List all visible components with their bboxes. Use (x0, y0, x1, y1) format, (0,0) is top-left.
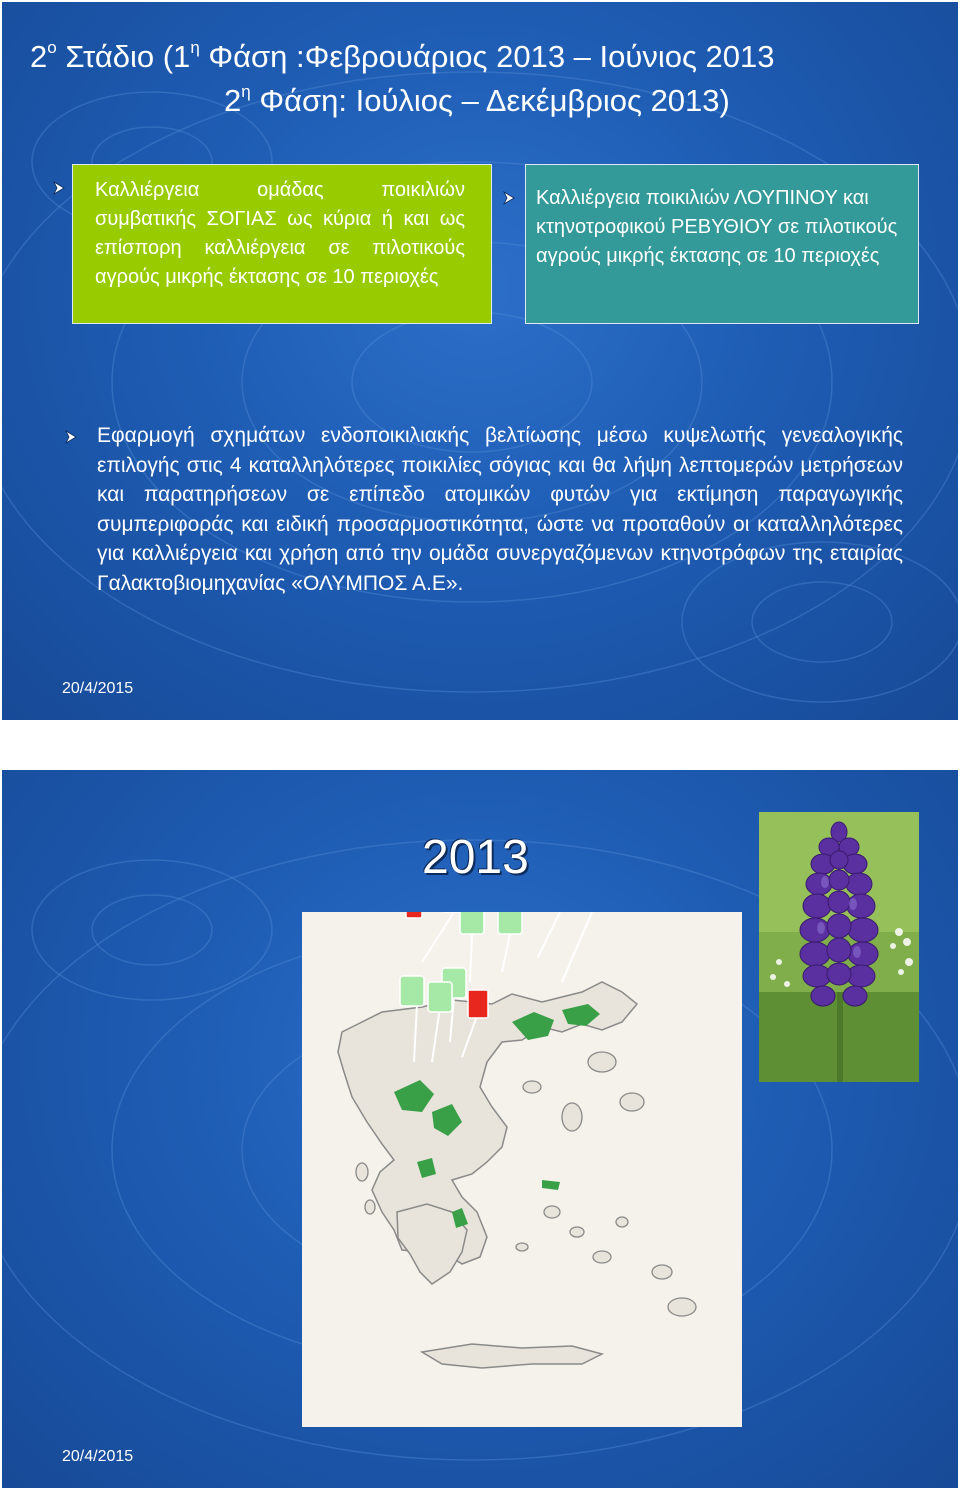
greece-map (302, 912, 742, 1427)
mainland-region (338, 982, 637, 1264)
title-2-sup-a: η (241, 82, 251, 101)
slide-1 (2, 2, 958, 720)
title-1-sup-a: ο (47, 38, 57, 57)
green-site-marker (400, 976, 424, 1006)
green-site-marker (498, 912, 522, 934)
slide-date: 20/4/2015 (62, 1448, 134, 1465)
arrowhead-bullet-icon (64, 429, 78, 450)
arrowhead-bullet-icon (52, 180, 66, 201)
title-1-part-a: 2 (30, 39, 48, 74)
title-1-part-c: Φάση :Φεβρουάριος 2013 – Ιούνιος 2013 (199, 39, 775, 74)
slide-date: 20/4/2015 (62, 680, 134, 697)
slide-2 (2, 770, 958, 1488)
year-heading: 2013 (422, 831, 529, 884)
green-site-marker (428, 982, 452, 1012)
crete-island (422, 1344, 602, 1368)
soy-cultivation-box (72, 164, 492, 324)
lupin-chickpea-text: Καλλιέργεια ποικιλιών ΛΟΥΠΙΝΟΥ και κτηνοτροφικού ΡΕΒΥΘΙΟΥ σε πιλοτικούς αγρούς μικρής έκτασης σε 10 περιοχές (536, 187, 898, 267)
title-1-sup-b: η (190, 38, 200, 57)
title-2-part-a: 2 (224, 83, 242, 118)
arrowhead-bullet-icon (502, 190, 516, 211)
green-site-marker (460, 912, 484, 934)
title-2-part-b: Φάση: Ιούλιος – Δεκέμβριος 2013) (250, 83, 730, 118)
breeding-description-paragraph: Εφαρμογή σχημάτων ενδοποικιλιακής βελτίωσης μέσω κυψελωτής γενεαλογικής επιλογής στις 4 καταλληλότερες ποικιλίες σόγιας και θα λήψη λεπτομερών μετρήσεων και παρατηρήσεων σε επίπεδο ατομικών φυτών για εκτίμηση παραγωγικής συμπεριφοράς και ειδική προσαρμοστικότητα, ώστε να προταθούν οι καταλληλότερες για καλλιέργεια και χρήση από την ομάδα συνεργαζόμενων κτηνοτρόφων της εταιρίας Γαλακτοβιομηχανίας «ΟΛΥΜΠΟΣ Α.Ε». (97, 424, 903, 595)
red-site-marker (406, 912, 422, 918)
soy-cultivation-text: Καλλιέργεια ομάδας ποικιλιών συμβατικής ΣΟΓΙΑΣ ως κύρια ή και ως επίσπορη καλλιέργεια σε πιλοτικούς αγρούς μικρής έκτασης σε 10 περιοχές (95, 179, 465, 288)
lupin-flower-photo (759, 812, 919, 1082)
title-1-part-b: Στάδιο (1 (56, 39, 191, 74)
red-site-marker (468, 990, 488, 1018)
slide-title-line-2 (224, 72, 730, 121)
slide-title-line-1 (30, 28, 774, 77)
lupin-chickpea-box (525, 164, 919, 324)
